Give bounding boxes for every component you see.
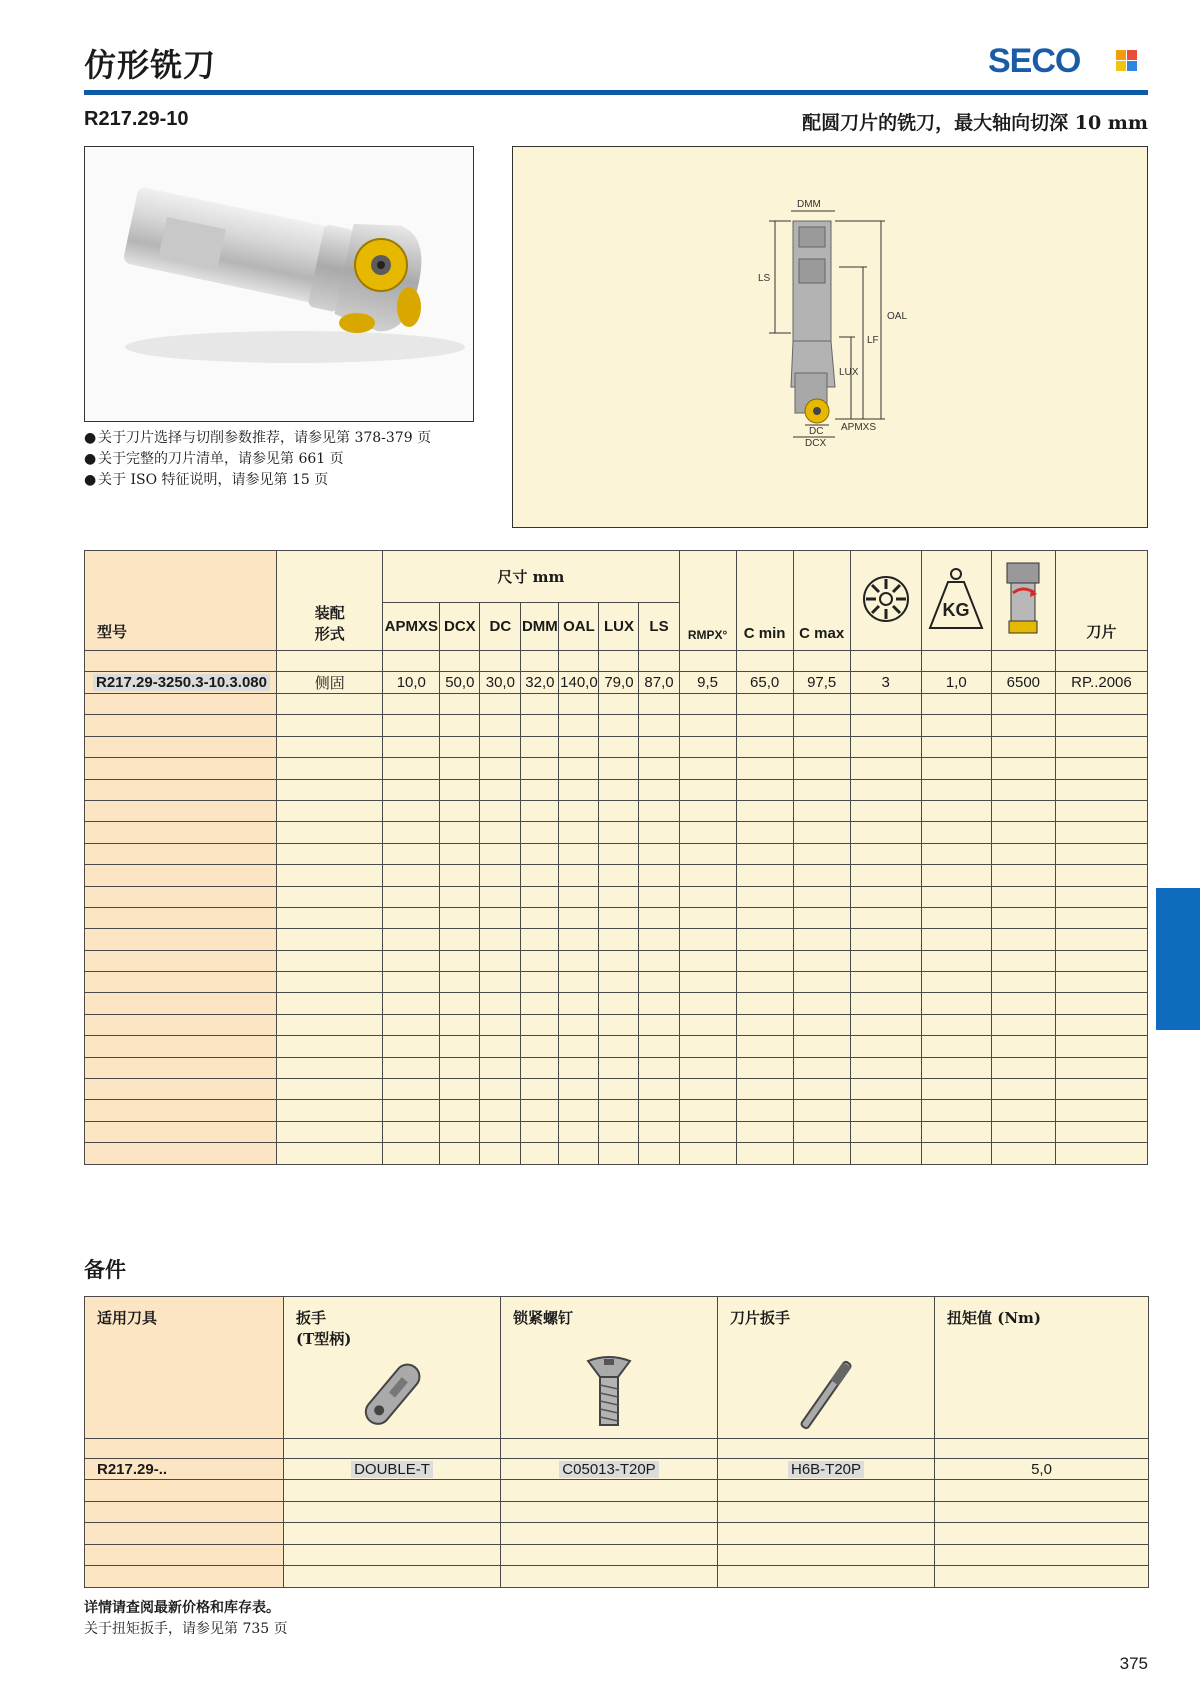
table-row-empty xyxy=(85,972,1148,993)
empty-rows xyxy=(85,694,1148,1165)
cell-model: R217.29-3250.3-10.3.080 xyxy=(85,672,277,694)
cell-cmin: 65,0 xyxy=(736,672,793,694)
col-rpm-header xyxy=(991,551,1055,651)
col-mount-header: 装配 形式 xyxy=(277,551,383,651)
model-code: R217.29-10 xyxy=(84,108,189,130)
cell-ls: 87,0 xyxy=(639,672,679,694)
table-row-empty xyxy=(85,993,1148,1014)
col-model-header: 型号 xyxy=(85,551,277,651)
label-dcx: DCX xyxy=(805,438,827,449)
cell-key: H6B-T20P xyxy=(718,1459,935,1480)
t-handle-wrench-icon xyxy=(352,1355,432,1435)
page-title: 仿形铣刀 xyxy=(84,46,217,84)
table-row-empty xyxy=(85,907,1148,928)
cell-dcx: 50,0 xyxy=(440,672,480,694)
insert-key-icon xyxy=(781,1355,871,1435)
seco-logo xyxy=(988,42,1138,82)
col-ls-header: LS xyxy=(639,603,679,651)
label-lux: LUX xyxy=(839,367,859,378)
cell-insert: RP..2006 xyxy=(1055,672,1147,694)
table-row-empty xyxy=(85,800,1148,821)
table-row-empty xyxy=(85,1501,1149,1523)
table-row-empty xyxy=(85,1036,1148,1057)
table-row-empty xyxy=(85,929,1148,950)
milling-cutter-image xyxy=(85,147,474,422)
table-row-empty xyxy=(85,822,1148,843)
cell-tool: R217.29-.. xyxy=(85,1459,284,1480)
chapter-tab[interactable] xyxy=(1156,888,1200,1030)
table-spacer-row xyxy=(85,651,1148,672)
table-row-empty xyxy=(85,1143,1148,1164)
table-row-empty xyxy=(85,1014,1148,1035)
cell-rpm: 6500 xyxy=(991,672,1055,694)
logo-mark-icon xyxy=(1116,50,1138,72)
footer-line-2: 关于扭矩扳手，请参见第 735 页 xyxy=(84,1621,288,1637)
cell-screw: C05013-T20P xyxy=(501,1459,718,1480)
cell-dc: 30,0 xyxy=(480,672,521,694)
empty-rows xyxy=(85,1480,1149,1588)
cell-oal: 140,0 xyxy=(559,672,599,694)
logo-text: SECO xyxy=(988,42,1081,80)
col-dmm-header: DMM xyxy=(521,603,559,651)
table-row-empty xyxy=(85,1566,1149,1588)
teeth-count-icon xyxy=(861,574,911,624)
product-photo xyxy=(84,146,474,422)
cell-mount: 侧固 xyxy=(277,672,383,694)
table-spacer-row xyxy=(85,1439,1149,1459)
col-apmxs-header: APMXS xyxy=(383,603,440,651)
label-dc: DC xyxy=(809,426,824,437)
cell-rmpx: 9,5 xyxy=(679,672,736,694)
cell-apmxs: 10,0 xyxy=(383,672,440,694)
locking-screw-icon xyxy=(584,1355,634,1431)
table-row xyxy=(85,672,1148,694)
table-row-empty xyxy=(85,843,1148,864)
footer-line-1: 详情请查阅最新价格和库存表。 xyxy=(84,1600,280,1616)
label-oal: OAL xyxy=(887,311,908,322)
notes-list xyxy=(84,428,431,491)
col-dims-group-header: 尺寸 mm xyxy=(383,551,679,603)
footer-notes xyxy=(84,1598,288,1640)
table-row-empty xyxy=(85,758,1148,779)
col-cmax-header: C max xyxy=(793,551,850,651)
col-teeth-header xyxy=(850,551,921,651)
accessories-title: 备件 xyxy=(84,1257,126,1282)
col-tool-header: 适用刀具 xyxy=(85,1297,284,1439)
cell-cmax: 97,5 xyxy=(793,672,850,694)
table-row-empty xyxy=(85,1079,1148,1100)
col-key-header: 刀片扳手 xyxy=(718,1297,935,1439)
table-row-empty xyxy=(85,865,1148,886)
col-torque-header: 扭矩值 (Nm) xyxy=(935,1297,1149,1439)
header-rule xyxy=(84,90,1148,95)
table-row-empty xyxy=(85,694,1148,715)
label-lf: LF xyxy=(867,335,879,346)
cell-dmm: 32,0 xyxy=(521,672,559,694)
col-cmin-header: C min xyxy=(736,551,793,651)
cell-torque: 5,0 xyxy=(935,1459,1149,1480)
weight-icon xyxy=(926,566,986,632)
table-row-empty xyxy=(85,779,1148,800)
label-ls: LS xyxy=(758,273,771,284)
table-row-empty xyxy=(85,736,1148,757)
col-dc-header: DC xyxy=(480,603,521,651)
table-row-empty xyxy=(85,1100,1148,1121)
table-row-empty xyxy=(85,1121,1148,1142)
note-item: ● 关于 ISO 特征说明，请参见第 15 页 xyxy=(84,472,329,488)
col-screw-header: 锁紧螺钉 xyxy=(501,1297,718,1439)
product-table xyxy=(84,550,1148,1165)
table-row xyxy=(85,1459,1149,1480)
label-dmm: DMM xyxy=(797,199,821,210)
table-row-empty xyxy=(85,886,1148,907)
col-wrench-header: 扳手 (T型柄) xyxy=(284,1297,501,1439)
table-row-empty xyxy=(85,1057,1148,1078)
cell-wrench: DOUBLE-T xyxy=(284,1459,501,1480)
col-insert-header: 刀片 xyxy=(1055,551,1147,651)
table-row-empty xyxy=(85,715,1148,736)
cell-lux: 79,0 xyxy=(599,672,639,694)
table-row-empty xyxy=(85,1523,1149,1545)
page-number: 375 xyxy=(1119,1654,1148,1673)
cell-teeth: 3 xyxy=(850,672,921,694)
col-weight-header xyxy=(921,551,991,651)
page-description: 配圆刀片的铣刀，最大轴向切深 10 mm xyxy=(802,112,1148,134)
table-row-empty xyxy=(85,1480,1149,1502)
note-item: ● 关于完整的刀片清单，请参见第 661 页 xyxy=(84,451,344,467)
dimension-diagram xyxy=(512,146,1148,528)
svg-text:KG: KG xyxy=(942,599,970,620)
table-row-empty xyxy=(85,950,1148,971)
accessories-table xyxy=(84,1296,1149,1588)
note-item: ● 关于刀片选择与切削参数推荐，请参见第 378-379 页 xyxy=(84,430,432,446)
spindle-speed-icon xyxy=(1001,559,1045,639)
table-row-empty xyxy=(85,1544,1149,1566)
col-dcx-header: DCX xyxy=(440,603,480,651)
col-oal-header: OAL xyxy=(559,603,599,651)
col-rmpx-header: RMPX° xyxy=(679,551,736,651)
col-lux-header: LUX xyxy=(599,603,639,651)
label-apmxs: APMXS xyxy=(841,422,877,433)
cell-kg: 1,0 xyxy=(921,672,991,694)
